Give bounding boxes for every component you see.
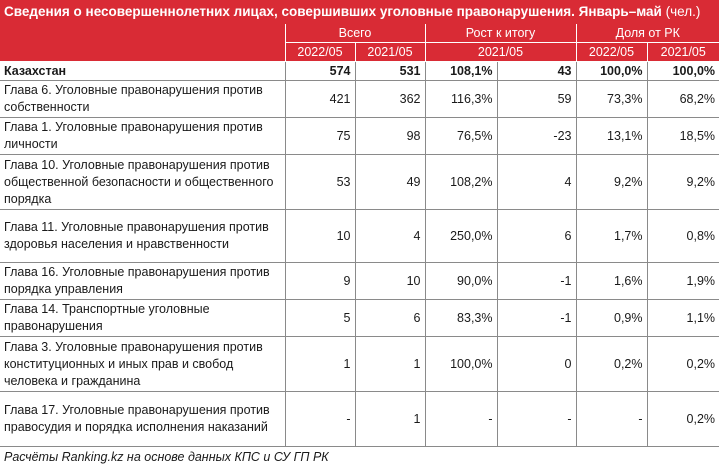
table-row <box>0 263 719 300</box>
cell-share-2021: 0,2% <box>647 337 719 392</box>
cell-2022: 421 <box>285 81 355 118</box>
row-label: Глава 16. Уголовные правонарушения против порядка управления <box>0 263 285 300</box>
cell-growth-abs: 4 <box>497 155 576 210</box>
cell-2021: 10 <box>355 263 425 300</box>
cell-2022: 10 <box>285 210 355 263</box>
cell-share-2021: 68,2% <box>647 81 719 118</box>
cell-2021: 1 <box>355 392 425 447</box>
table-row <box>0 81 719 118</box>
table-row <box>0 118 719 155</box>
header-year: 2021/05 <box>425 43 576 62</box>
cell-growth-pct: 100,0% <box>425 337 497 392</box>
cell-2022: 53 <box>285 155 355 210</box>
cell-share-2021: 0,2% <box>647 392 719 447</box>
cell-share-2022: 100,0% <box>576 62 647 81</box>
cell-2022: 75 <box>285 118 355 155</box>
cell-growth-abs: 43 <box>497 62 576 81</box>
cell-share-2022: 1,6% <box>576 263 647 300</box>
header-year: 2021/05 <box>647 43 719 62</box>
cell-2021: 531 <box>355 62 425 81</box>
cell-growth-pct: 250,0% <box>425 210 497 263</box>
cell-growth-abs: 59 <box>497 81 576 118</box>
cell-share-2022: 0,9% <box>576 300 647 337</box>
cell-share-2022: 9,2% <box>576 155 647 210</box>
header-blank <box>0 24 285 62</box>
cell-share-2021: 18,5% <box>647 118 719 155</box>
row-label: Глава 11. Уголовные правонарушения против здоровья населения и нравственности <box>0 210 285 263</box>
table-title-main: Сведения о несовершеннолетних лицах, совершивших уголовные правонарушения. Январь–май <box>4 4 662 19</box>
cell-2022: 1 <box>285 337 355 392</box>
table-row <box>0 300 719 337</box>
header-year: 2021/05 <box>355 43 425 62</box>
cell-share-2022: - <box>576 392 647 447</box>
cell-growth-pct: 90,0% <box>425 263 497 300</box>
header-year: 2022/05 <box>576 43 647 62</box>
cell-share-2021: 9,2% <box>647 155 719 210</box>
cell-2022: 9 <box>285 263 355 300</box>
cell-share-2022: 13,1% <box>576 118 647 155</box>
cell-2021: 1 <box>355 337 425 392</box>
row-label: Казахстан <box>0 62 285 81</box>
cell-growth-pct: 108,2% <box>425 155 497 210</box>
table-row <box>0 392 719 447</box>
table-row-total <box>0 62 719 81</box>
table-row <box>0 210 719 263</box>
cell-growth-pct: - <box>425 392 497 447</box>
cell-share-2021: 1,9% <box>647 263 719 300</box>
cell-growth-abs: -1 <box>497 263 576 300</box>
row-label: Глава 17. Уголовные правонарушения против правосудия и порядка исполнения наказаний <box>0 392 285 447</box>
table-title-unit: (чел.) <box>665 4 701 19</box>
table-row <box>0 155 719 210</box>
table-title <box>0 0 719 24</box>
cell-share-2021: 1,1% <box>647 300 719 337</box>
cell-2022: - <box>285 392 355 447</box>
row-label: Глава 3. Уголовные правонарушения против конституционных и иных прав и свобод человека и гражданина <box>0 337 285 392</box>
cell-share-2021: 0,8% <box>647 210 719 263</box>
header-year: 2022/05 <box>285 43 355 62</box>
cell-share-2022: 1,7% <box>576 210 647 263</box>
header-row-groups <box>0 24 719 43</box>
cell-share-2021: 100,0% <box>647 62 719 81</box>
cell-2021: 98 <box>355 118 425 155</box>
cell-2021: 362 <box>355 81 425 118</box>
cell-growth-abs: -1 <box>497 300 576 337</box>
cell-growth-pct: 83,3% <box>425 300 497 337</box>
cell-2021: 49 <box>355 155 425 210</box>
cell-2022: 5 <box>285 300 355 337</box>
header-total: Всего <box>285 24 425 43</box>
row-label: Глава 10. Уголовные правонарушения против общественной безопасности и общественного порядка <box>0 155 285 210</box>
cell-growth-abs: 6 <box>497 210 576 263</box>
cell-growth-abs: -23 <box>497 118 576 155</box>
cell-2022: 574 <box>285 62 355 81</box>
cell-growth-pct: 76,5% <box>425 118 497 155</box>
source-note: Расчёты Ranking.kz на основе данных КПС и СУ ГП РК <box>4 450 329 464</box>
row-label: Глава 6. Уголовные правонарушения против собственности <box>0 81 285 118</box>
row-label: Глава 14. Транспортные уголовные правонарушения <box>0 300 285 337</box>
cell-growth-pct: 116,3% <box>425 81 497 118</box>
header-growth: Рост к итогу <box>425 24 576 43</box>
table-row <box>0 337 719 392</box>
cell-growth-abs: - <box>497 392 576 447</box>
cell-share-2022: 73,3% <box>576 81 647 118</box>
cell-growth-abs: 0 <box>497 337 576 392</box>
cell-share-2022: 0,2% <box>576 337 647 392</box>
data-table <box>0 24 719 447</box>
cell-growth-pct: 108,1% <box>425 62 497 81</box>
header-share: Доля от РК <box>576 24 719 43</box>
cell-2021: 4 <box>355 210 425 263</box>
cell-2021: 6 <box>355 300 425 337</box>
row-label: Глава 1. Уголовные правонарушения против личности <box>0 118 285 155</box>
